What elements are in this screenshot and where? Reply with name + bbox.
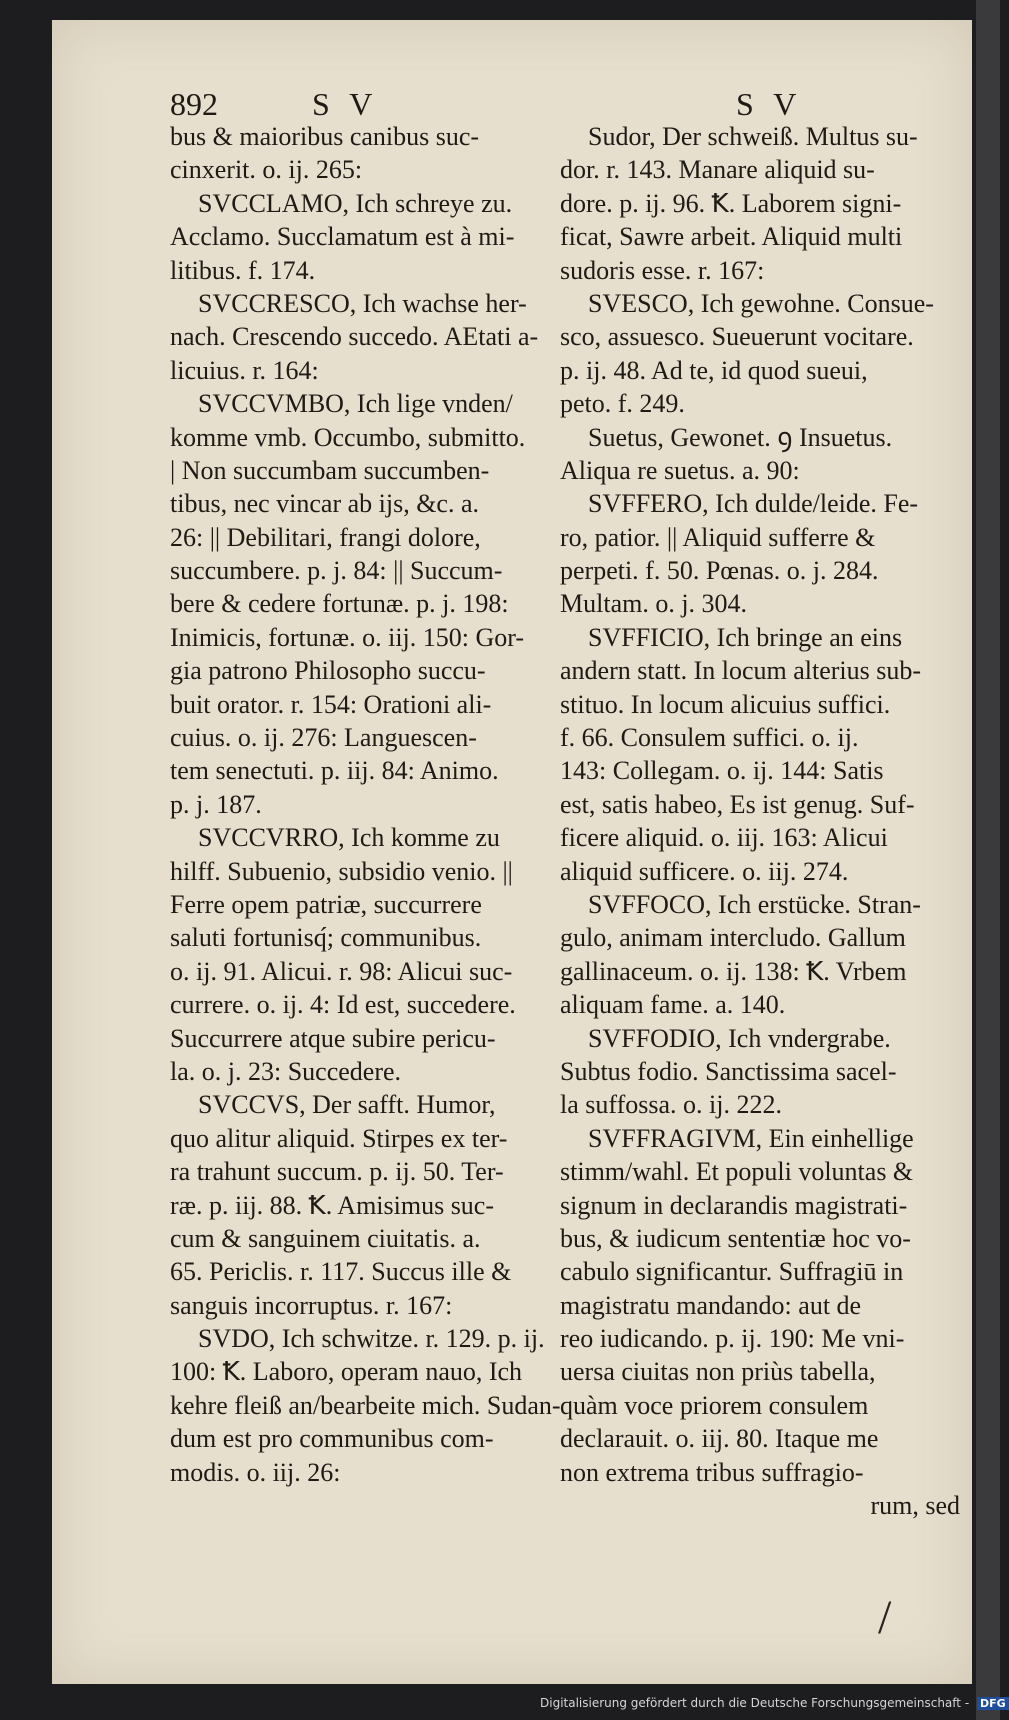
text-line: aliquid sufficere. o. iij. 274. <box>560 856 849 886</box>
text-line: Inimicis, fortunæ. o. iij. 150: Gor- <box>170 622 525 652</box>
text-line: SVFFODIO, Ich vndergrabe. <box>588 1023 891 1053</box>
right-text-column <box>560 120 960 1522</box>
running-head-right: S V <box>736 86 803 122</box>
text-line: modis. o. iij. 26: <box>170 1457 341 1487</box>
text-line: Suetus, Gewonet. ꝯ Insuetus. <box>588 422 893 452</box>
text-line: Acclamo. Succlamatum est à mi- <box>170 222 515 252</box>
text-line: buit orator. r. 154: Orationi ali- <box>170 689 492 719</box>
text-line: est, satis habeo, Es ist genug. Suf- <box>560 789 915 819</box>
text-line: uersa ciuitas non priùs tabella, <box>560 1357 876 1387</box>
text-line: perpeti. f. 50. Pœnas. o. j. 284. <box>560 556 879 586</box>
text-line: saluti fortunisq́; communibus. <box>170 923 482 953</box>
text-line: declarauit. o. iij. 80. Itaque me <box>560 1424 879 1454</box>
text-line: currere. o. ij. 4: Id est, succedere. <box>170 990 516 1020</box>
text-line: p. j. 187. <box>170 789 262 819</box>
text-line: SVCCVRRO, Ich komme zu <box>198 823 500 853</box>
text-line: aliquam fame. a. 140. <box>560 990 786 1020</box>
text-line: f. 66. Consulem suffici. o. ij. <box>560 723 859 753</box>
text-line: SVCCLAMO, Ich schreye zu. <box>198 188 513 218</box>
text-line: ra trahunt succum. p. ij. 50. Ter- <box>170 1157 504 1187</box>
text-line: SVCCRESCO, Ich wachse her- <box>198 288 527 318</box>
text-line: quàm voce priorem consulem <box>560 1390 869 1420</box>
text-line: SVFFICIO, Ich bringe an eins <box>588 622 903 652</box>
running-head-left: S V <box>312 86 379 122</box>
text-line: Aliqua re suetus. a. 90: <box>560 455 800 485</box>
pen-mark-icon: / <box>878 1591 892 1644</box>
text-line: Sudor, Der schweiß. Multus su- <box>588 122 918 151</box>
text-line: sco, assuesco. Sueuerunt vocitare. <box>560 322 914 352</box>
text-line: ræ. p. iij. 88. Ꝁ. Amisimus suc- <box>170 1190 495 1220</box>
text-line: ro, patior. || Aliquid sufferre & <box>560 522 876 552</box>
text-line: 26: || Debilitari, frangi dolore, <box>170 522 481 552</box>
text-line: SVFFERO, Ich dulde/leide. Fe- <box>588 489 919 519</box>
text-line: SVCCVS, Der safft. Humor, <box>198 1090 496 1120</box>
text-line: SVCCVMBO, Ich lige vnden/ <box>198 389 513 419</box>
text-line: bere & cedere fortunæ. p. j. 198: <box>170 589 509 619</box>
scan-edge-strip <box>976 0 1000 1720</box>
text-line: rum, sed <box>870 1491 960 1521</box>
text-line: 143: Collegam. o. ij. 144: Satis <box>560 756 884 786</box>
text-line: reo iudicando. p. ij. 190: Me vni- <box>560 1324 905 1354</box>
text-line: | Non succumbam succumben- <box>170 455 490 485</box>
text-line: la suffossa. o. ij. 222. <box>560 1090 782 1120</box>
left-text-column <box>170 120 562 1489</box>
text-line: Subtus fodio. Sanctissima sacel- <box>560 1056 897 1086</box>
text-line: ficere aliquid. o. iij. 163: Alicui <box>560 823 888 853</box>
digitization-footer <box>540 1696 1006 1716</box>
text-line: signum in declarandis magistrati- <box>560 1190 908 1220</box>
text-line: Multam. o. j. 304. <box>560 589 748 619</box>
text-line: succumbere. p. j. 84: || Succum- <box>170 556 503 586</box>
text-line: stituo. In locum alicuius suffici. <box>560 689 891 719</box>
text-line: Succurrere atque subire pericu- <box>170 1023 496 1053</box>
text-line: dor. r. 143. Manare aliquid su- <box>560 155 875 185</box>
text-line: nach. Crescendo succedo. AEtati a- <box>170 322 539 352</box>
text-line: andern statt. In locum alterius sub- <box>560 656 922 686</box>
text-line: SVFFRAGIVM, Ein einhellige <box>588 1123 914 1153</box>
text-line: cum & sanguinem ciuitatis. a. <box>170 1223 481 1253</box>
text-line: cinxerit. o. ij. 265: <box>170 155 363 185</box>
text-line: bus & maioribus canibus suc- <box>170 122 480 151</box>
text-line: gallinaceum. o. ij. 138: Ꝁ. Vrbem <box>560 956 907 986</box>
text-line: licuius. r. 164: <box>170 355 319 385</box>
text-line: hilff. Subuenio, subsidio venio. || <box>170 856 513 886</box>
footer-text: Digitalisierung gefördert durch die Deutsche Forschungsgemeinschaft - <box>540 1696 970 1710</box>
text-line: bus, & iudicum sententiæ hoc vo- <box>560 1223 911 1253</box>
text-line: magistratu mandando: aut de <box>560 1290 862 1320</box>
text-line: 65. Periclis. r. 117. Succus ille & <box>170 1257 512 1287</box>
text-line: kehre fleiß an/bearbeite mich. Sudan- <box>170 1390 561 1420</box>
text-line: cuius. o. ij. 276: Languescen- <box>170 723 477 753</box>
page-number: 892 <box>170 86 218 122</box>
text-line: p. ij. 48. Ad te, id quod sueui, <box>560 355 868 385</box>
text-line: non extrema tribus suffragio- <box>560 1457 864 1487</box>
text-line: dum est pro communibus com- <box>170 1424 494 1454</box>
text-line: ficat, Sawre arbeit. Aliquid multi <box>560 222 903 252</box>
text-line: quo alitur aliquid. Stirpes ex ter- <box>170 1123 508 1153</box>
text-line: tibus, nec vincar ab ijs, &c. a. <box>170 489 480 519</box>
text-line: sanguis incorruptus. r. 167: <box>170 1290 453 1320</box>
text-line: litibus. f. 174. <box>170 255 316 285</box>
text-line: SVDO, Ich schwitze. r. 129. p. ij. <box>198 1324 545 1354</box>
text-line: cabulo significantur. Suffragiū in <box>560 1257 904 1287</box>
text-line: SVESCO, Ich gewohne. Consue- <box>588 288 934 318</box>
text-line: gulo, animam intercludo. Gallum <box>560 923 906 953</box>
text-line: la. o. j. 23: Succedere. <box>170 1056 402 1086</box>
text-line: stimm/wahl. Et populi voluntas & <box>560 1157 914 1187</box>
text-line: tem senectuti. p. iij. 84: Animo. <box>170 756 499 786</box>
text-line: SVFFOCO, Ich erstücke. Stran- <box>588 889 921 919</box>
dfg-logo: DFG <box>977 1697 1009 1710</box>
text-line: Ferre opem patriæ, succurrere <box>170 889 482 919</box>
text-line: sudoris esse. r. 167: <box>560 255 765 285</box>
text-line: komme vmb. Occumbo, submitto. <box>170 422 526 452</box>
text-line: gia patrono Philosopho succu- <box>170 656 486 686</box>
text-line: dore. p. ij. 96. Ꝁ. Laborem signi- <box>560 188 902 218</box>
text-line: o. ij. 91. Alicui. r. 98: Alicui suc- <box>170 956 513 986</box>
text-line: peto. f. 249. <box>560 389 685 419</box>
text-line: 100: Ꝁ. Laboro, operam nauo, Ich <box>170 1357 523 1387</box>
